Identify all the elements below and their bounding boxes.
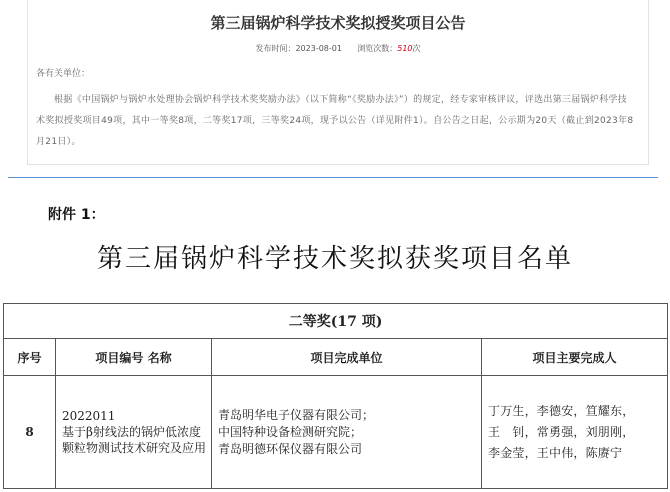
greeting: 各有关单位： xyxy=(36,69,91,79)
publish-date: 发布时间：2023-08-01 xyxy=(255,44,342,53)
table-row xyxy=(4,376,668,489)
row-number: 8 xyxy=(4,376,56,489)
unit-line: 青岛明华电子仪器有限公司； xyxy=(218,407,375,422)
unit-cell xyxy=(212,376,482,489)
grade-row xyxy=(4,304,668,339)
announcement-title: 第三届锅炉科学技术奖拟授奖项目公告 xyxy=(210,14,466,32)
people-line: 李金莹，王中伟，陈赓宁 xyxy=(488,445,623,460)
people-cell xyxy=(482,376,668,489)
views-unit: 次 xyxy=(412,44,421,53)
people-line: 王 钊，常勇强，刘朋刚， xyxy=(488,424,635,439)
header-unit: 项目完成单位 xyxy=(212,339,482,376)
project-name: 基于β射线法的锅炉低浓度颗粒物测试技术研究及应用 xyxy=(62,425,207,455)
project-cell xyxy=(56,376,212,489)
views-label: 浏览次数： xyxy=(357,44,398,53)
header-name: 项目编号 名称 xyxy=(56,339,212,376)
divider-line xyxy=(8,177,658,178)
announcement-meta xyxy=(28,43,648,54)
announcement-box xyxy=(27,0,649,165)
unit-line: 中国特种设备检测研究院； xyxy=(218,424,363,439)
views-count: 510 xyxy=(397,44,413,53)
header-people: 项目主要完成人 xyxy=(482,339,668,376)
header-no: 序号 xyxy=(4,339,56,376)
header-row xyxy=(4,339,668,376)
announcement-body: 根据《中国锅炉与锅炉水处理协会锅炉科学技术奖奖励办法》（以下简称“《奖励办法》”）的规定，经专家审核评议，评选出第三届锅炉科学技术奖拟授奖项目49项，其中一等奖8项，二等奖17项，三等奖24项，现予以公告（详见附件1）。自公告之日起，公示期为20天（截止到2023年8月21日）。 xyxy=(36,95,634,147)
grade-title: 二等奖(17 项) xyxy=(4,304,668,339)
award-list-title: 第三届锅炉科学技术奖拟获奖项目名单 xyxy=(96,244,573,274)
award-table xyxy=(3,303,668,489)
project-code: 2022011 xyxy=(62,409,116,423)
unit-line: 青岛明德环保仪器有限公司 xyxy=(218,441,363,456)
people-line: 丁万生，李德安，笪耀东， xyxy=(488,403,635,418)
attachment-label: 附件 1： xyxy=(48,207,105,223)
